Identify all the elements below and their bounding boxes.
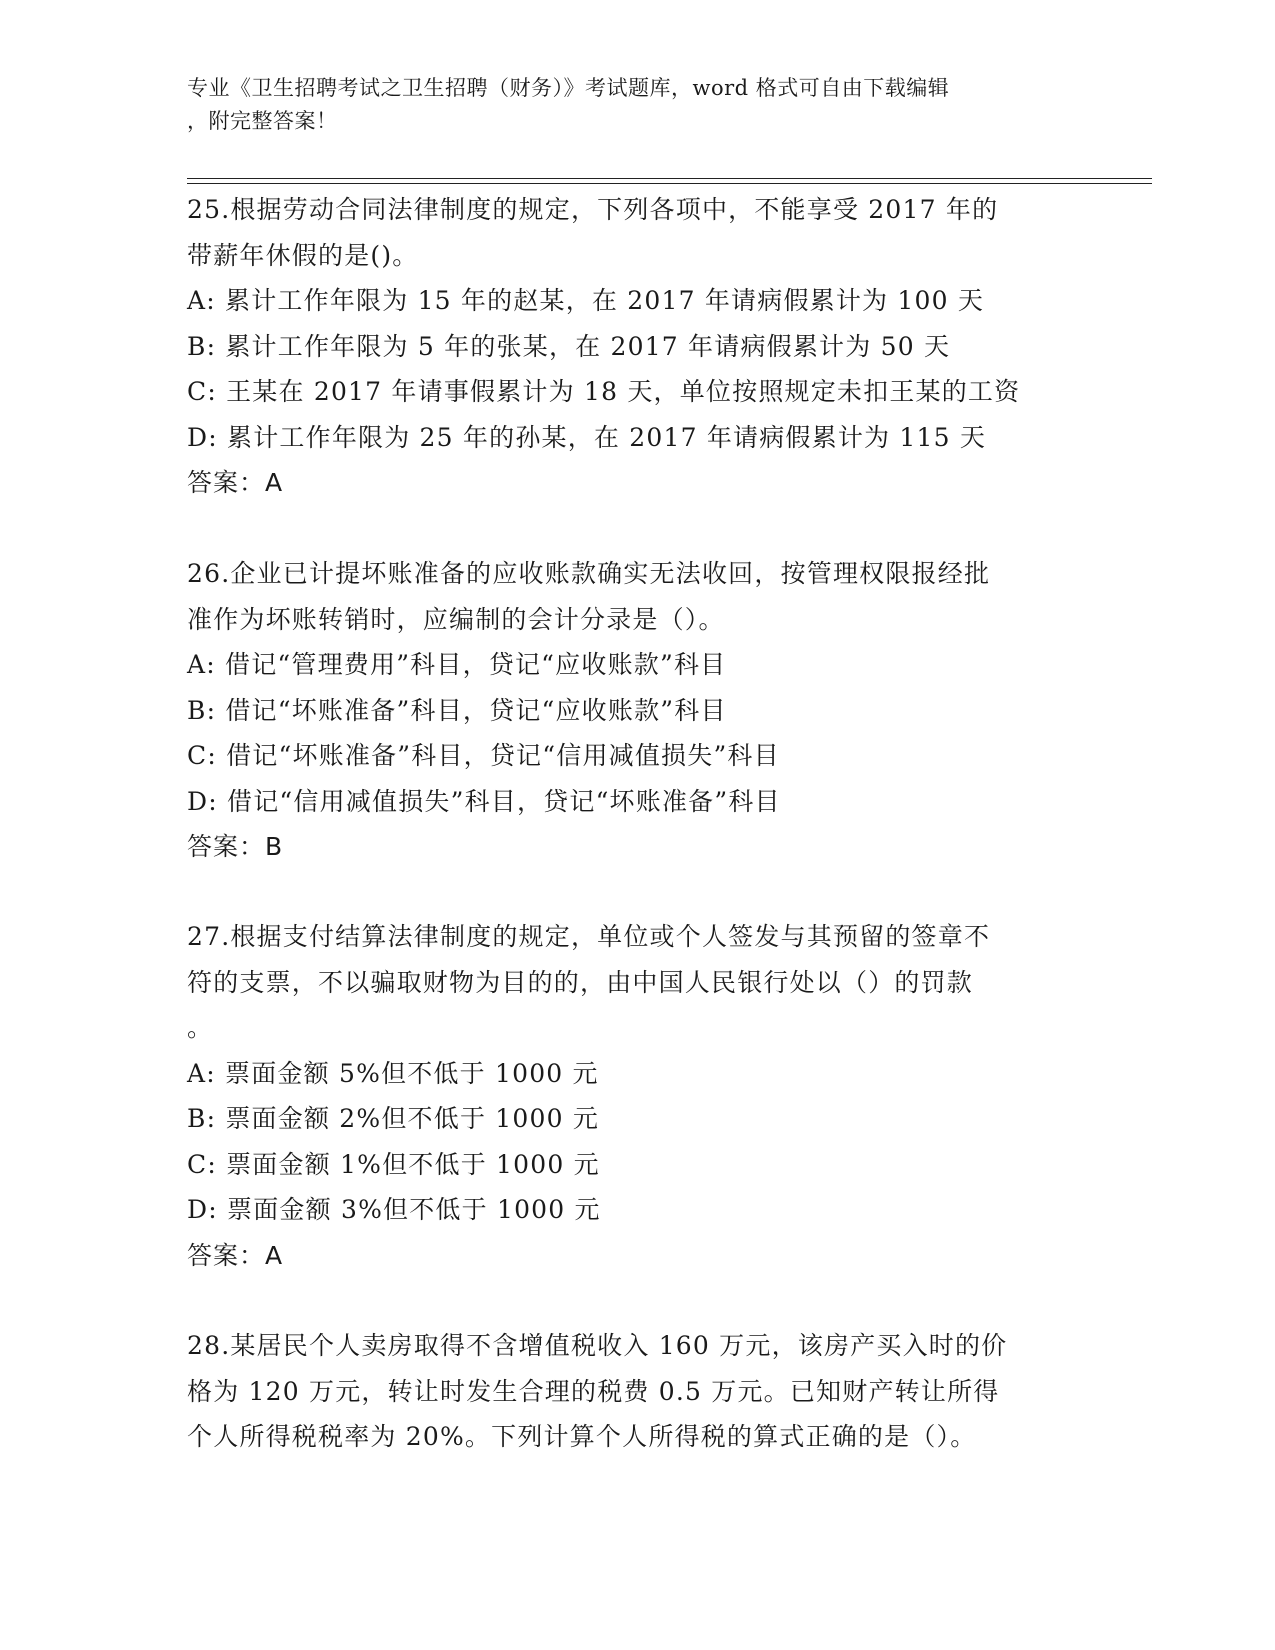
question-text: 。 [187, 1013, 214, 1042]
question-28 [187, 1323, 1087, 1460]
option-b: B: 借记“坏账准备”科目，贷记“应收账款”科目 [187, 695, 727, 725]
question-26 [187, 551, 1087, 870]
option-d: D: 借记“信用减值损失”科目，贷记“坏账准备”科目 [187, 786, 781, 816]
answer: 答案：A [187, 468, 284, 497]
option-d: D: 累计工作年限为 25 年的孙某，在 2017 年请病假累计为 115 天 [187, 422, 987, 452]
option-b: B: 票面金额 2%但不低于 1000 元 [187, 1104, 600, 1133]
option-a: A: 票面金额 5%但不低于 1000 元 [187, 1058, 599, 1088]
option-b: B: 累计工作年限为 5 年的张某，在 2017 年请病假累计为 50 天 [187, 331, 951, 361]
header-divider [187, 183, 1152, 184]
header-line: ，附完整答案！ [187, 109, 338, 133]
option-c: C: 借记“坏账准备”科目，贷记“信用减值损失”科目 [187, 741, 780, 770]
question-text: 符的支票，不以骗取财物为目的的，由中国人民银行处以（）的罚款 [187, 967, 974, 997]
question-text: 准作为坏账转销时，应编制的会计分录是（）。 [187, 604, 725, 634]
question-text: 带薪年休假的是()。 [187, 240, 419, 270]
option-d: D: 票面金额 3%但不低于 1000 元 [187, 1195, 601, 1224]
question-text: 格为 120 万元，转让时发生合理的税费 0.5 万元。已知财产转让所得 [187, 1376, 1000, 1406]
answer: 答案：A [187, 1240, 284, 1270]
option-a: A: 借记“管理费用”科目，贷记“应收账款”科目 [187, 650, 727, 679]
document-header [187, 72, 1067, 138]
question-27 [187, 914, 1087, 1278]
option-a: A: 累计工作年限为 15 年的赵某，在 2017 年请病假累计为 100 天 [187, 286, 985, 315]
question-25 [187, 187, 1087, 506]
question-text: 28.某居民个人卖房取得不含增值税收入 160 万元，该房产买入时的价 [187, 1331, 1008, 1360]
option-c: C: 票面金额 1%但不低于 1000 元 [187, 1149, 600, 1179]
header-line: 专业《卫生招聘考试之卫生招聘（财务）》考试题库，word 格式可自由下载编辑 [187, 76, 950, 100]
answer: 答案：B [187, 832, 284, 861]
question-text: 27.根据支付结算法律制度的规定，单位或个人签发与其预留的签章不 [187, 922, 991, 951]
question-text: 个人所得税税率为 20%。下列计算个人所得税的算式正确的是（）。 [187, 1422, 977, 1451]
header-divider [187, 178, 1152, 179]
question-text: 25.根据劳动合同法律制度的规定，下列各项中，不能享受 2017 年的 [187, 195, 999, 224]
option-c: C: 王某在 2017 年请事假累计为 18 天，单位按照规定未扣王某的工资 [187, 377, 1021, 406]
question-text: 26.企业已计提坏账准备的应收账款确实无法收回，按管理权限报经批 [187, 559, 991, 588]
